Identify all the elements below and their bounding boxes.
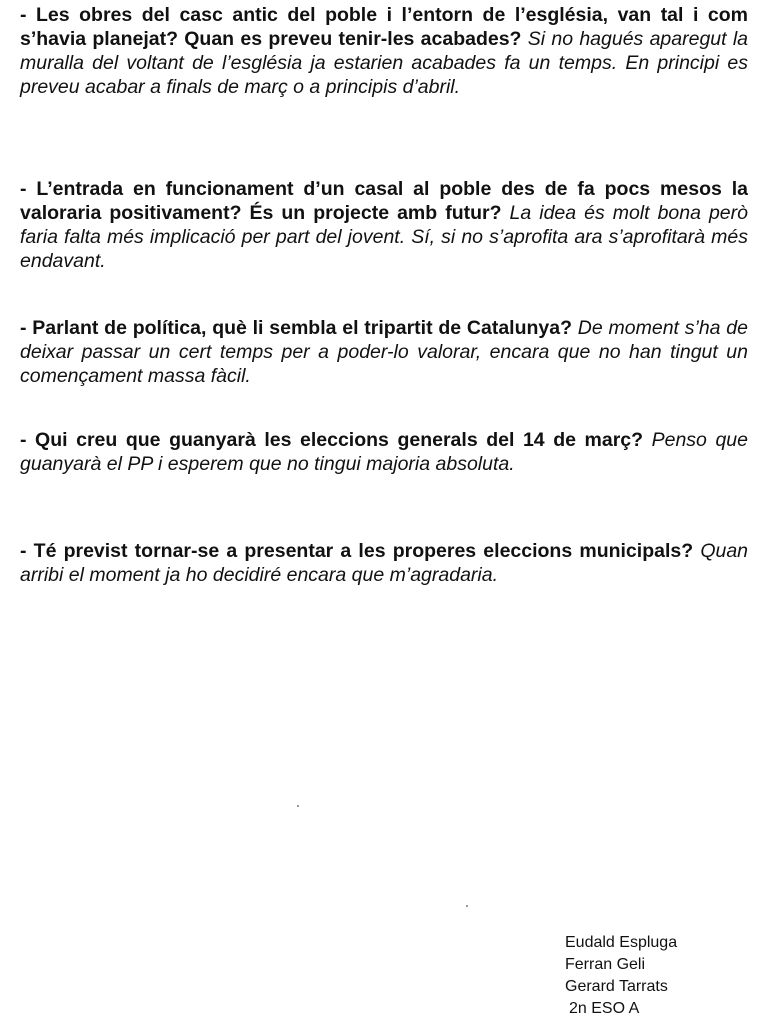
interview-item: [20, 3, 748, 99]
author-name: Gerard Tarrats: [565, 978, 668, 995]
interview-answer: De moment s’ha de deixar passar un cert temps per a poder-lo valorar, encara que no han tingut un començament massa fàcil.: [20, 317, 748, 387]
author-name: Ferran Geli: [565, 956, 646, 973]
interview-question: - L’entrada en funcionament d’un casal al poble des de fa pocs mesos la valoraria positivament? És un projecte amb futur?: [20, 178, 748, 224]
interview-question: - Parlant de política, què li sembla el tripartit de Catalunya?: [20, 317, 572, 339]
author-name: Eudald Espluga: [565, 934, 678, 951]
interview-item: [20, 177, 748, 273]
interview-question: - Té previst tornar-se a presentar a les properes eleccions municipals?: [20, 540, 694, 562]
interview-answer: Penso que guanyarà el PP i esperem que no tingui majoria absoluta.: [20, 429, 748, 475]
author-credits: [565, 932, 677, 1020]
author-class: 2n ESO A: [569, 1000, 640, 1017]
interview-item: [20, 539, 748, 587]
interview-question: - Les obres del casc antic del poble i l’entorn de l’església, van tal i com s’havia planejat? Quan es preveu tenir-les acabades?: [20, 4, 748, 50]
scan-speck: [466, 905, 468, 907]
interview-question: - Qui creu que guanyarà les eleccions generals del 14 de març?: [20, 429, 644, 451]
interview-item: [20, 316, 748, 388]
scan-speck: [297, 805, 299, 807]
interview-item: [20, 428, 748, 476]
interview-answer: La idea és molt bona però faria falta més implicació per part del jovent. Sí, si no s’aprofita ara s’aprofitarà més endavant.: [20, 202, 748, 272]
interview-answer: Quan arribi el moment ja ho decidiré encara que m’agradaria.: [20, 540, 749, 586]
document-page: [20, 0, 748, 1024]
interview-answer: Si no hagués aparegut la muralla del voltant de l’església ja estarien acabades fa un temps. En principi es preveu acabar a finals de març o a principis d’abril.: [20, 28, 749, 98]
